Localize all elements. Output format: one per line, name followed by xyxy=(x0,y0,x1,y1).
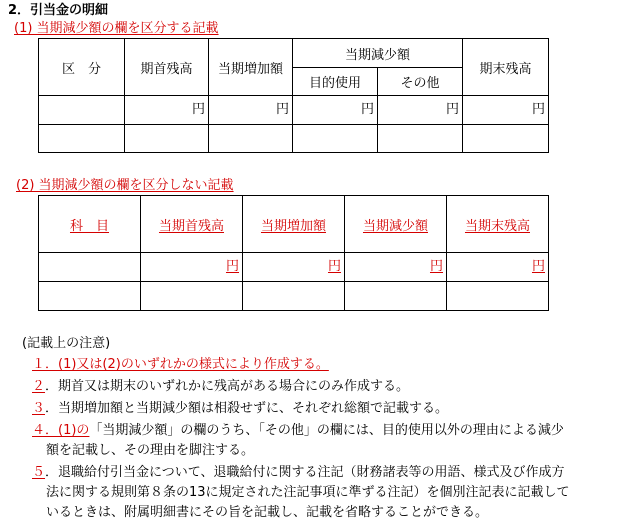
header-purpose-use: 目的使用 xyxy=(293,68,378,96)
table-cell xyxy=(378,125,463,153)
table-row xyxy=(39,282,549,311)
yen-unit: 円 xyxy=(378,96,463,125)
notes-title: (記載上の注意) xyxy=(22,336,111,351)
header-opening-balance: 期首残高 xyxy=(125,39,209,96)
table-cell xyxy=(447,282,549,311)
table-cell xyxy=(209,125,293,153)
note-3 xyxy=(32,402,448,415)
header-other: その他 xyxy=(378,68,463,96)
table-cell xyxy=(463,125,549,153)
table-cell xyxy=(39,96,125,125)
note-2 xyxy=(32,380,409,393)
note-5-text-line1: ．退職給付引当金について、退職給付に関する注記（財務諸表等の用語、様式及び作成方 xyxy=(45,465,565,480)
yen-unit: 円 xyxy=(293,96,378,125)
yen-unit: 円 xyxy=(447,253,549,282)
yen-unit: 円 xyxy=(243,253,345,282)
yen-unit: 円 xyxy=(125,96,209,125)
note-1: １．(1)又は(2)のいずれかの様式により作成する。 xyxy=(32,357,329,372)
note-5-number: ５ xyxy=(32,465,46,480)
table-without-decrease-breakdown xyxy=(38,195,549,311)
table-cell xyxy=(345,282,447,311)
header-kubun: 区 分 xyxy=(39,39,125,96)
header-decrease-group: 当期減少額 xyxy=(293,39,463,68)
table-cell xyxy=(243,282,345,311)
note-4-number: ４．(1)の xyxy=(32,423,90,438)
header-increase: 当期増加額 xyxy=(209,39,293,96)
yen-unit: 円 xyxy=(141,253,243,282)
note-3-number: ３ xyxy=(32,401,46,416)
yen-unit: 円 xyxy=(345,253,447,282)
note-2-number: ２ xyxy=(32,379,46,394)
yen-unit: 円 xyxy=(209,96,293,125)
table-row xyxy=(39,125,549,153)
note-5 xyxy=(32,466,565,479)
header-opening-balance: 当期首残高 xyxy=(141,196,243,253)
table-cell xyxy=(141,282,243,311)
table-cell xyxy=(293,125,378,153)
section-heading: 2．引当金の明細 xyxy=(8,3,109,18)
note-2-text: ．期首又は期末のいずれかに残高がある場合にのみ作成する。 xyxy=(45,379,410,394)
header-decrease: 当期減少額 xyxy=(345,196,447,253)
table-row xyxy=(39,253,549,282)
note-5-line3: いるときは、附属明細書にその旨を記載し、記載を省略することができる。 xyxy=(46,505,489,520)
table-cell xyxy=(125,125,209,153)
header-item: 科 目 xyxy=(39,196,141,253)
table-cell xyxy=(39,282,141,311)
section1-title: (1) 当期減少額の欄を区分する記載 xyxy=(14,21,219,36)
note-4-line2: 額を記載し、その理由を脚注する。 xyxy=(46,443,255,458)
header-increase: 当期増加額 xyxy=(243,196,345,253)
table-cell xyxy=(39,125,125,153)
table-with-decrease-breakdown xyxy=(38,38,549,153)
note-4-text-line1: 「当期減少額」の欄のうち、「その他」の欄には、目的使用以外の理由による減少 xyxy=(89,423,564,438)
table-cell xyxy=(39,253,141,282)
section2-title: (2) 当期減少額の欄を区分しない記載 xyxy=(16,178,234,193)
note-3-text: ．当期増加額と当期減少額は相殺せずに、それぞれ総額で記載する。 xyxy=(45,401,449,416)
note-5-line2: 法に関する規則第８条の13に規定された注記事項に準ずる注記）を個別注記表に記載して xyxy=(46,485,570,500)
table-row xyxy=(39,96,549,125)
header-closing-balance: 期末残高 xyxy=(463,39,549,96)
yen-unit: 円 xyxy=(463,96,549,125)
note-4 xyxy=(32,424,564,437)
header-closing-balance: 当期末残高 xyxy=(447,196,549,253)
